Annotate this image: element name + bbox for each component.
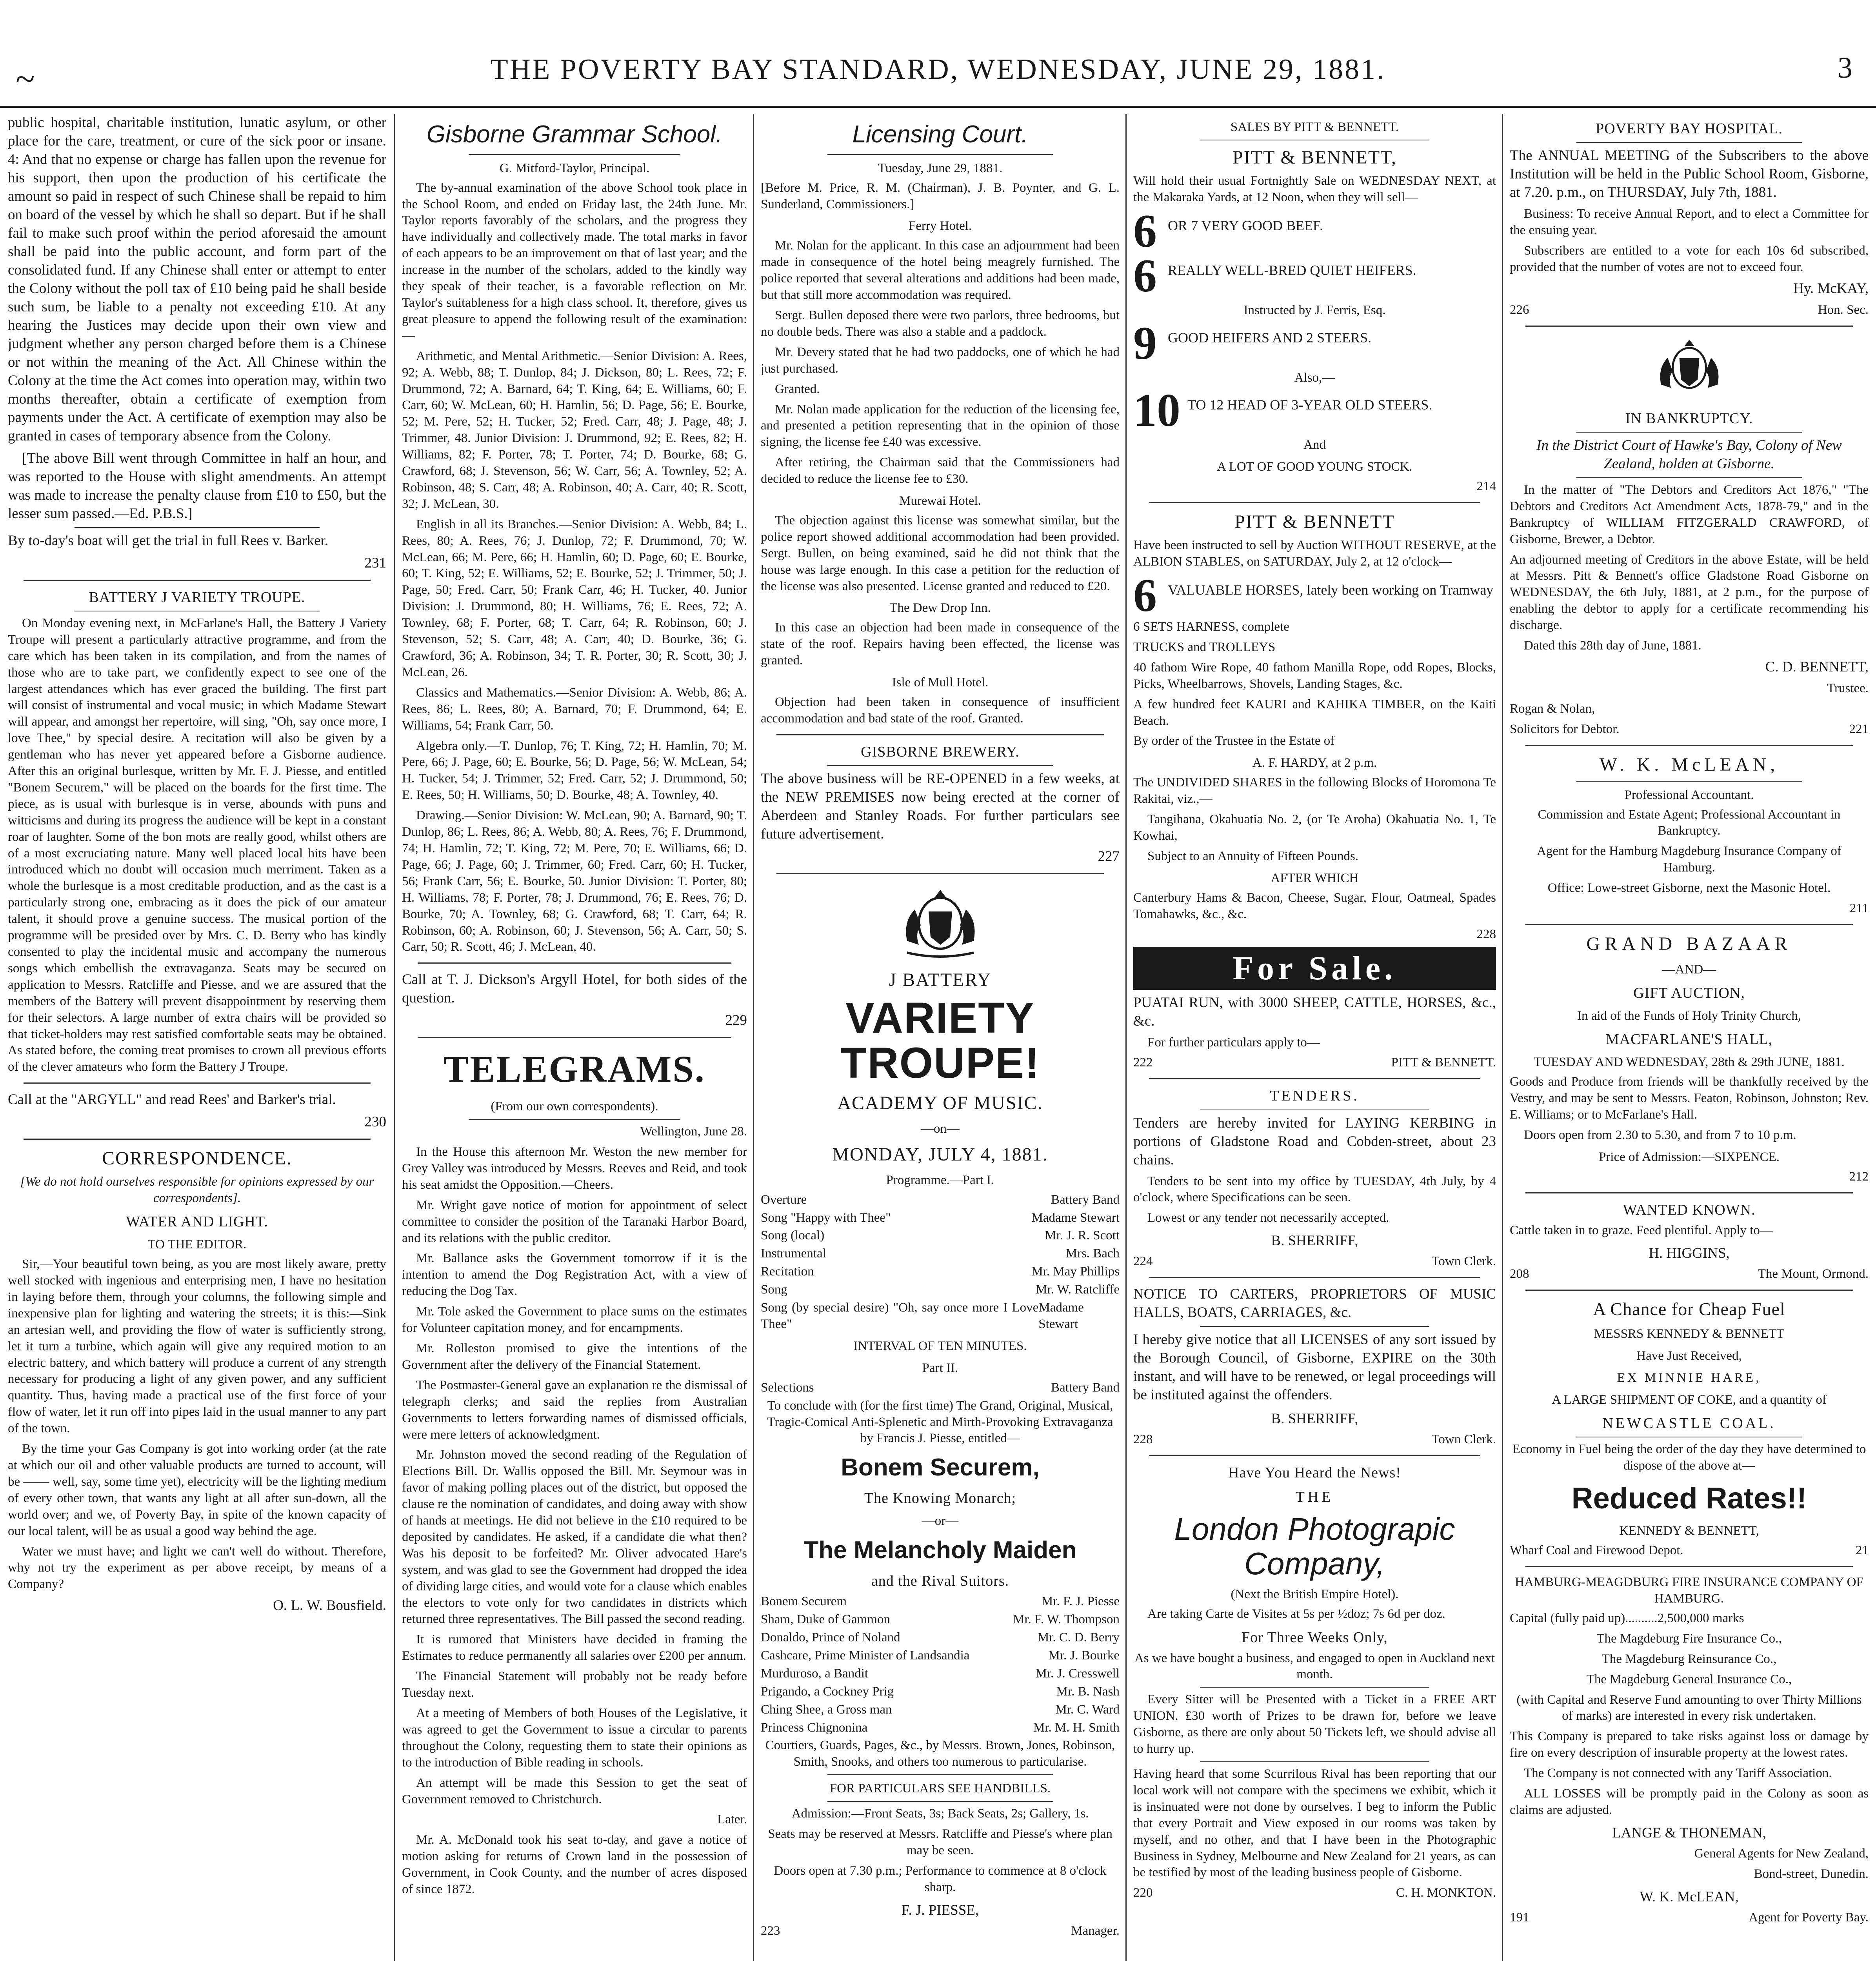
shipment-line: A LARGE SHIPMENT OF COKE, and a quantity of bbox=[1552, 1392, 1827, 1407]
ad-footer: Wharf Coal and Firewood Depot. 21 bbox=[1510, 1543, 1869, 1558]
hospital-text: The ANNUAL MEETING of the Subscribers to the above Institution will be held in the Public School Room, Gisborne, at 7.20. p.m., on THURSDAY, July 7th, 1881. bbox=[1510, 147, 1869, 201]
sitter-line: Every Sitter will be Presented with a Ticket in a FREE ART UNION. £30 worth of Prizes to be drawn for, before we leave Gisborne, as there are only about 50 Tickets left, we should advise all to hurry up. bbox=[1133, 1692, 1496, 1756]
trustee-line: Trustee. bbox=[1827, 681, 1869, 695]
agent-line: General Agents for New Zealand, bbox=[1694, 1846, 1869, 1861]
telegram-paragraph: The Postmaster-General gave an explanation re the dismissal of telegraph clerks; and said the replies from Australian Governments to letters forwarding names of dismissed officials, were mere letters of acknowledgment. bbox=[402, 1378, 747, 1442]
tenders-text: Tenders are hereby invited for LAYING KERBING in portions of Gladstone Road and Cobden-street, about 23 chains. bbox=[1133, 1115, 1496, 1168]
annuity-line: Subject to an Annuity of Fifteen Pounds. bbox=[1147, 849, 1359, 863]
seats-line: Seats may be reserved at Messrs. Ratcliffe and Piesse's where plan may be seen. bbox=[768, 1827, 1113, 1858]
editor-note: [We do not hold ourselves responsible for opinions expressed by our correspondents]. bbox=[20, 1175, 374, 1206]
telegrams-heading: TELEGRAMS. bbox=[444, 1048, 705, 1090]
reserve-line: (with Capital and Reserve Fund amounting to over Thirty Millions of marks) are interested in every risk undertaken. bbox=[1516, 1692, 1862, 1723]
article-paragraph: The by-annual examination of the above School took place in the School Room, and ended on Friday last, the 24th June. Mr. Taylor reports favorably of the scholars, and the progress they have individually and collectively made. The total marks in favor of each appears to be an improvement on that of last year; and the increase in the number of the scholars, added to the kindly way they speak of their teacher, is a favorable reflection on Mr. Taylor's suitableness for a high class school. It, therefore, gives us great pleasure to append the following result of the examination:— bbox=[402, 180, 747, 343]
divider bbox=[1576, 477, 1802, 478]
article-paragraph: After retiring, the Chairman said that the Commissioners had decided to reduce the license fee to £30. bbox=[761, 455, 1120, 486]
royal-crest-icon bbox=[891, 882, 989, 960]
trustee-line: By order of the Trustee in the Estate of bbox=[1133, 734, 1335, 748]
cast-item: Prigando, a Cockney Prig Mr. B. Nash bbox=[761, 1684, 1120, 1699]
for-sale-banner: For Sale. bbox=[1133, 947, 1496, 990]
funds-line: In aid of the Funds of Holy Trinity Church, bbox=[1577, 1009, 1801, 1023]
divider bbox=[75, 527, 320, 528]
connected-line: The Company is not connected with any Tariff Association. bbox=[1524, 1766, 1832, 1781]
handbills-line: FOR PARTICULARS SEE HANDBILLS. bbox=[829, 1781, 1051, 1796]
programme-item: Song (local) Mr. J. R. Scott bbox=[761, 1228, 1120, 1243]
letter-address: TO THE EDITOR. bbox=[147, 1237, 247, 1252]
manager-name: F. J. PIESSE, bbox=[901, 1902, 979, 1918]
location-line: (Next the British Empire Hotel). bbox=[1231, 1587, 1399, 1602]
reduced-rates: Reduced Rates!! bbox=[1571, 1481, 1807, 1515]
newspaper-title: THE POVERTY BAY STANDARD, WEDNESDAY, JUNE 29, 1881. bbox=[490, 53, 1386, 85]
divider bbox=[1525, 924, 1853, 925]
telegram-paragraph: The Financial Statement will probably not be ready before Tuesday next. bbox=[402, 1669, 747, 1700]
section-heading: BATTERY J VARIETY TROUPE. bbox=[89, 589, 305, 606]
goods-line: Goods and Produce from friends will be thankfully received by the Vestry, and may be sent to Messrs. Featon, Robinson, Johnston; Rev. E. Williams; or to McFarlane's Hall. bbox=[1510, 1075, 1869, 1122]
subheading: The Dew Drop Inn. bbox=[889, 601, 991, 615]
column-rule bbox=[394, 114, 395, 1961]
results-paragraph: English in all its Branches.—Senior Division: A. Webb, 84; L. Rees, 80; A. Rees, 76; J. Dunlop, 72; F. Drummond, 70; W. McLean, 66; M. Pere, 66; H. Hamlin, 60; D. Page, 60; E. Bourke, 60; T. King, 52; E. Williams, 52; E. Bourke, 52; J. Trimmer, 50; J. Page, 50; Fred. Carr, 50; Frank Carr, 46; H. Tucker, 40. Junior Division: J. Drummond, 80; H. Williams, 76; E. Rees, 72; A. Townley, 68; F. Porter, 68; T. Carr, 64; R. Robinson, 60; J. Stevenson, 52; S. Carr, 48; A. Carr, 40; D. Bourke, 36; G. Crawford, 36; A. Robinson, 34; T. R. Porter, 30; R. Scott, 30; J. McLean, 26. bbox=[402, 517, 747, 679]
telegram-paragraph: Mr. Rolleston promised to give the intentions of the Government after the delivery of the Financial Statement. bbox=[402, 1341, 747, 1372]
column-rule bbox=[1125, 114, 1127, 1961]
ad-number: 228 bbox=[1476, 927, 1496, 942]
divider-label: —on— bbox=[921, 1121, 960, 1136]
three-weeks-line: For Three Weeks Only, bbox=[1242, 1629, 1388, 1646]
bill-paragraph: public hospital, charitable institution, lunatic asylum, or other place for the care, treatment, or cure of the sick poor or insane. 4: And that no expense or charge has fallen upon the revenue for his support, then upon the production of his certificate the amount so paid in respect of such Chinese shall be repaid to him on board of the vessel by which he shall so depart. But if he shall fail to make such proof within the period aforesaid the amount shall be paid into the public account, and form part of the consolidated fund. If any Chinese shall enter or attempt to enter the Colony without the poll tax of £10 being paid he shall beside such sum, be liable to a penalty not exceeding £10. At any hearing the Justices may decide upon their own view and judgment whether any person charged before them is a Chinese or not within the meaning of the Act. All Chinese within the Colony at the time the Act comes into operation may, within two months thereafter, obtain a certificate of exemption from payments under the Act. A certificate of exemption may also be granted in cases of temporary absence from the Colony. bbox=[8, 115, 386, 444]
section-heading: Licensing Court. bbox=[852, 121, 1028, 148]
masthead bbox=[0, 0, 1876, 108]
article-paragraph: Sergt. Bullen deposed there were two parlors, three bedrooms, but no double beds. There was also a stable and a paddock. bbox=[761, 308, 1120, 339]
article-paragraph: Mr. Nolan made application for the reduction of the licensing fee, and presented a petition representing that in the opinion of those signing, the license fee £40 was excessive. bbox=[761, 402, 1120, 449]
further-line: For further particulars apply to— bbox=[1147, 1035, 1320, 1050]
interval-line: INTERVAL OF TEN MINUTES. bbox=[853, 1339, 1027, 1353]
subheading: Ferry Hotel. bbox=[908, 219, 972, 233]
telegram-paragraph: At a meeting of Members of both Houses of the Legislative, it was agreed to get the Government to issue a circular to parents throughout the Colony, requesting them to state their opinions as to the introduction of Bible reading in schools. bbox=[402, 1706, 747, 1770]
divider bbox=[469, 1119, 680, 1120]
results-paragraph: Arithmetic, and Mental Arithmetic.—Senior Division: A. Rees, 92; A. Webb, 88; T. Dunlop, 84; J. Dickson, 80; L. Rees, 72; F. Drummond, 72; A. Barnard, 64; T. King, 64; E. Williams, 60; F. Carr, 60; W. McLean, 60; H. Hamlin, 56; D. Page, 56; E. Bourke, 52; M. Pere, 52; H. Tucker, 52; Fred. Carr, 48; J. Page, 48; J. Trimmer, 48. Junior Division: J. Drummond, 92; E. Rees, 82; H. Williams, 82; F. Porter, 78; T. Porter, 74; D. Bourke, 68; G. Crawford, 68; J. Stevenson, 56; W. Carr, 56; A. Townley, 52; A. Robinson, 48; S. Carr, 48; A. Robinson, 40; A. Carr, 40; R. Scott, 32; J. McLean, 30. bbox=[402, 349, 747, 511]
burlesque-subtitle: The Knowing Monarch; bbox=[864, 1490, 1016, 1507]
ship-line: EX MINNIE HARE, bbox=[1617, 1370, 1761, 1385]
dateline: Wellington, June 28. bbox=[640, 1124, 747, 1139]
divider bbox=[776, 873, 1104, 874]
divider bbox=[827, 765, 1053, 766]
telegram-paragraph: In the House this afternoon Mr. Weston the new member for Grey Valley was introduced by Messrs. Reeves and Reid, and took his seat amidst the Opposition.—Cheers. bbox=[402, 1145, 747, 1192]
ad-number: 227 bbox=[1098, 848, 1120, 865]
divider bbox=[1149, 1277, 1480, 1278]
argyll-notice: Call at the "ARGYLL" and read Rees' and Barker's trial. bbox=[8, 1091, 336, 1108]
ad-footer: 226 Hon. Sec. bbox=[1510, 302, 1869, 317]
ad-footer: Solicitors for Debtor. 221 bbox=[1510, 722, 1869, 736]
column-5 bbox=[1510, 114, 1869, 1961]
ad-number: 214 bbox=[1476, 479, 1496, 494]
signatory: C. D. BENNETT, bbox=[1765, 659, 1869, 675]
gift-heading: GIFT AUCTION, bbox=[1633, 984, 1745, 1001]
subheading: Isle of Mull Hotel. bbox=[892, 675, 989, 690]
telegram-paragraph: Mr. Johnston moved the second reading of the Regulation of Elections Bill. Dr. Wallis opposed the Bill. Mr. Seymour was in favor of making polling places out of the district, but opposed the clause re the nomination of candidates, and doing away with show of hands at meetings. He did not believe in the £10 required to be deposited by candidates. He asked, if a candidate die what then? Was his deposit to be forfeited? Mr. Oliver advocated Hare's system, and was glad to see the Government had dropped the idea of dividing large cities, and would vote for a clause which enables the electors to vote only for two candidates in districts which returned three representatives. The Bill passed the second reading. bbox=[402, 1448, 747, 1626]
hall-line: MACFARLANE'S HALL, bbox=[1605, 1031, 1773, 1048]
ad-number: 231 bbox=[364, 555, 386, 571]
column-rule bbox=[753, 114, 754, 1961]
divider bbox=[827, 154, 1053, 155]
manager-footer: 223 Manager. bbox=[761, 1923, 1120, 1938]
ad-footer: 208 The Mount, Ormond. bbox=[1510, 1266, 1869, 1281]
divider bbox=[1525, 1566, 1853, 1567]
news-heading: Have You Heard the News! bbox=[1228, 1464, 1401, 1481]
sale-lot: 6 REALLY WELL-BRED QUIET HEIFERS. bbox=[1133, 249, 1416, 302]
show-date: MONDAY, JULY 4, 1881. bbox=[832, 1144, 1048, 1165]
divider-label: —or— bbox=[922, 1514, 959, 1528]
letter-paragraph: Water we must have; and light we can't well do without. Therefore, why not try the experiment as per above receipt, by means of a Company? bbox=[8, 1544, 386, 1592]
puatai-line: PUATAI RUN, with 3000 SHEEP, CATTLE, HORSES, &c., &c. bbox=[1133, 994, 1496, 1029]
section-heading: CORRESPONDENCE. bbox=[102, 1148, 292, 1169]
letter-paragraph: Sir,—Your beautiful town being, as you are most likely aware, pretty well stocked with ingenious and enterprising men, I have no hesitation in laying before them, through your columns, the following simple and inexpensive plan for lighting and watering the streets; it is this:—Sink an artesian well, and providing the flow of water is sufficiently strong, let it turn a turbine, which again will give any required motion to an electric battery, and which battery will produce a current of any strength necessary for producing a light of any given power, and any sufficient quantity. Thus, having made a practical use of the first force of your flow of water, let it run off into pipes laid in the usual manner to any part of the town. bbox=[8, 1257, 386, 1436]
telegrams-subheading: (From our own correspondents). bbox=[491, 1099, 658, 1114]
agent-name: W. K. McLEAN, bbox=[1640, 1888, 1739, 1905]
admission-line: Admission:—Front Seats, 3s; Back Seats, 2s; Gallery, 1s. bbox=[791, 1806, 1089, 1821]
ad-footer: 191 Agent for Poverty Bay. bbox=[1510, 1910, 1869, 1925]
magdeburg-line: The Magdeburg General Insurance Co., bbox=[1586, 1672, 1792, 1686]
divider bbox=[776, 734, 1104, 735]
agent-line: Bond-street, Dunedin. bbox=[1754, 1866, 1869, 1881]
telegram-paragraph: Mr. Ballance asks the Government tomorrow if it is the intention to amend the Dog Registration Act, with a view of reducing the Dog Tax. bbox=[402, 1251, 747, 1299]
bought-line: As we have bought a business, and engaged to open in Auckland next month. bbox=[1134, 1651, 1495, 1682]
ad-footer: 224 Town Clerk. bbox=[1133, 1254, 1496, 1269]
divider bbox=[1576, 432, 1802, 433]
scurrilous-line: Having heard that some Scurrilous Rival has been reporting that our local work will not compare with the specimens we exhibit, which it is insinuated were not done by ourselves. I beg to inform the Public that every Portrait and View exposed in our rooms was taken by myself, and no other, and that I have been in the Photographic Business in Sydney, Melbourne and New Zealand for 21 years, as can be testified by most of the leading business people of Gisborne. bbox=[1133, 1766, 1496, 1880]
programme-item: Recitation Mr. May Phillips bbox=[761, 1264, 1120, 1279]
ad-number: 212 bbox=[1849, 1169, 1869, 1184]
divider bbox=[827, 1801, 1053, 1802]
bill-paragraph: [The above Bill went through Committee in half an hour, and was reported to the House with slight amendments. An attempt was made to increase the penalty clause from £10 to £50, but the lesser sum passed.—Ed. P.B.S.] bbox=[8, 450, 386, 522]
signatory: B. SHERRIFF, bbox=[1271, 1411, 1358, 1427]
dates-line: TUESDAY AND WEDNESDAY, 28th & 29th JUNE, 1881. bbox=[1534, 1055, 1845, 1070]
after-line: AFTER WHICH bbox=[1271, 871, 1359, 885]
section-heading: POVERTY BAY HOSPITAL. bbox=[1596, 120, 1783, 137]
matter-line: In the matter of "The Debtors and Creditors Act 1876," "The Debtors and Creditors Act Amendment Acts, 1878-79," and in the Bankruptcy of WILLIAM FITZGERALD CRAWFORD, of Gisborne, Brewer, a Debtor. bbox=[1510, 482, 1869, 546]
doors-line: Doors open at 7.30 p.m.; Performance to commence at 8 o'clock sharp. bbox=[774, 1863, 1107, 1894]
flourish-icon: ~ bbox=[16, 60, 35, 98]
sale-intro: Will hold their usual Fortnightly Sale on WEDNESDAY NEXT, at the Makaraka Yards, at 12 Noon, when they will sell— bbox=[1133, 173, 1496, 204]
bazaar-heading: GRAND BAZAAR bbox=[1586, 933, 1792, 954]
signatory: H. HIGGINS, bbox=[1649, 1245, 1730, 1261]
sale-lot: 6 VALUABLE HORSES, lately been working on Tramway bbox=[1133, 569, 1494, 621]
cast-item: Cashcare, Prime Minister of Landsandia Mr. J. Bourke bbox=[761, 1648, 1120, 1663]
telegram-paragraph: An attempt will be made this Session to get the seat of Government removed to Christchurch. bbox=[402, 1775, 747, 1806]
column-4 bbox=[1133, 114, 1496, 1961]
signatory: B. SHERRIFF, bbox=[1271, 1233, 1358, 1249]
ad-number: 211 bbox=[1849, 901, 1869, 916]
column-3 bbox=[761, 114, 1120, 1961]
sale-lot-line: TRUCKS and TROLLEYS bbox=[1133, 640, 1276, 654]
divider bbox=[1200, 1687, 1429, 1688]
commission-line: Commission and Estate Agent; Professional Accountant in Bankruptcy. bbox=[1538, 807, 1841, 838]
letter-paragraph: By the time your Gas Company is got into working order (at the rate at which our oil and other valuable products are turned to account, will be —— well, say, some time yet), electricity will be the lighting medium of every other town, that wants any light at all after sun-down, all the world over; and we, of Poverty Bay, in spite of the known capacity of our local talent, will be as usual a good way behind the age. bbox=[8, 1442, 386, 1538]
sale-lot-line: 40 fathom Wire Rope, 40 fathom Manilla Rope, odd Ropes, Blocks, Picks, Wheelbarrows, Shovels, Landing Stages, &c. bbox=[1133, 660, 1496, 691]
losses-line: ALL LOSSES will be promptly paid in the Colony as soon as claims are adjusted. bbox=[1510, 1786, 1869, 1817]
dickson-notice: Call at T. J. Dickson's Argyll Hotel, for both sides of the question. bbox=[402, 971, 747, 1006]
letter-signature: O. L. W. Bousfield. bbox=[273, 1597, 386, 1614]
sale-lot-line: A few hundred feet KAURI and KAHIKA TIMBER, on the Kaiti Beach. bbox=[1133, 697, 1496, 728]
programme-item: Selections Battery Band bbox=[761, 1380, 1120, 1395]
office-line: Office: Lowe-street Gisborne, next the Masonic Hotel. bbox=[1547, 881, 1831, 895]
divider bbox=[1200, 1326, 1429, 1327]
insurance-heading: HAMBURG-MEAGDBURG FIRE INSURANCE COMPANY OF HAMBURG. bbox=[1515, 1575, 1863, 1606]
telegram-paragraph: Mr. Tole asked the Government to place sums on the estimates for Volunteer capitation money, and for encampments. bbox=[402, 1304, 747, 1335]
company-name: London Photograpic Company, bbox=[1174, 1512, 1455, 1581]
battery-heading: J BATTERY bbox=[889, 970, 992, 990]
article-paragraph: Granted. bbox=[775, 382, 820, 396]
column-1 bbox=[8, 114, 386, 1961]
canterbury-line: Canterbury Hams & Bacon, Cheese, Sugar, Flour, Oatmeal, Spades Tomahawks, &c., &c. bbox=[1133, 890, 1496, 921]
section-heading: SALES BY PITT & BENNETT. bbox=[1230, 120, 1399, 134]
principal-line: G. Mitford-Taylor, Principal. bbox=[499, 161, 650, 175]
results-paragraph: Classics and Mathematics.—Senior Division: A. Webb, 86; A. Rees, 86; L. Rees, 80; A. Barnard, 70; F. Drummond, 64; E. Williams, 54; Frank Carr, 50. bbox=[402, 685, 747, 733]
cattle-line: Cattle taken in to graze. Feed plentiful. Apply to— bbox=[1510, 1223, 1773, 1237]
bench-line: [Before M. Price, R. M. (Chairman), J. B. Poynter, and G. L. Sunderland, Commissioners.] bbox=[761, 180, 1120, 211]
telegram-paragraph: It is rumored that Ministers have decided in framing the Estimates to reduce permanently all salaries over £200 per annum. bbox=[402, 1632, 747, 1663]
court-date: Tuesday, June 29, 1881. bbox=[878, 161, 1003, 175]
venue-heading: ACADEMY OF MUSIC. bbox=[837, 1092, 1043, 1113]
and-line: And bbox=[1303, 438, 1326, 452]
ad-footer: 222 PITT & BENNETT. bbox=[1133, 1055, 1496, 1070]
adjourned-line: An adjourned meeting of Creditors in the above Estate, will be held at Messrs. Pitt & Bennett's office Gladstone Road Gisborne on WEDNESDAY, the 6th July, 1881, at 2 p.m., for the purpose of enabling the debtor to apply for a certificate recommending his discharge. bbox=[1510, 552, 1869, 633]
programme-item: Song Mr. W. Ratcliffe bbox=[761, 1282, 1120, 1297]
also-line: Also,— bbox=[1294, 370, 1335, 385]
ad-footer: 220 C. H. MONKTON. bbox=[1133, 1886, 1496, 1900]
divider bbox=[1149, 1078, 1480, 1079]
accountant-name: W. K. McLEAN, bbox=[1599, 754, 1779, 775]
divider bbox=[469, 154, 680, 155]
merchant-line: KENNEDY & BENNETT, bbox=[1619, 1524, 1759, 1538]
article-paragraph: Mr. Nolan for the applicant. In this case an adjournment had been made in consequence of the hotel being meagrely furnished. The police reported that several alterations and additions had been made, but that still more accommodation was required. bbox=[761, 238, 1120, 302]
magdeburg-line: The Magdeburg Fire Insurance Co., bbox=[1596, 1631, 1782, 1646]
divider bbox=[1525, 1290, 1853, 1291]
fuel-heading: A Chance for Cheap Fuel bbox=[1593, 1299, 1785, 1319]
programme-heading: Part II. bbox=[922, 1361, 958, 1375]
programme-item: Song "Happy with Thee" Madame Stewart bbox=[761, 1210, 1120, 1225]
magdeburg-line: The Magdeburg Reinsurance Co., bbox=[1602, 1652, 1777, 1666]
wanted-heading: WANTED KNOWN. bbox=[1623, 1201, 1756, 1218]
agent-line: Agent for the Hamburg Magdeburg Insurance Company of Hamburg. bbox=[1537, 844, 1841, 875]
ad-number: 229 bbox=[725, 1012, 747, 1029]
divider bbox=[1149, 502, 1480, 503]
divider bbox=[1200, 1761, 1429, 1762]
notice-text: I hereby give notice that all LICENSES of any sort issued by the Borough Council, of Gisborne, EXPIRE on the 30th instant, and will have to be renewed, or legal proceedings will be instituted against the offenders. bbox=[1133, 1332, 1496, 1403]
price-line: Price of Admission:—SIXPENCE. bbox=[1598, 1150, 1780, 1164]
column-2 bbox=[402, 114, 747, 1961]
sale-lot-line: 6 SETS HARNESS, complete bbox=[1133, 619, 1289, 634]
battery-banner: VARIETY TROUPE! bbox=[840, 993, 1040, 1088]
courtiers-line: Courtiers, Guards, Pages, &c., by Messrs. Brown, Jones, Robinson, Smith, Snooks, and others too numerous to particularise. bbox=[765, 1738, 1115, 1769]
agent-name: LANGE & THONEMAN, bbox=[1612, 1825, 1766, 1841]
cast-item: Donaldo, Prince of Noland Mr. C. D. Berry bbox=[761, 1630, 1120, 1645]
divider bbox=[24, 1139, 371, 1140]
column-rule bbox=[1502, 114, 1503, 1961]
programme-item: Overture Battery Band bbox=[761, 1192, 1120, 1207]
telegram-paragraph: Mr. Wright gave notice of motion for appointment of select committee to consider the position of the Taranaki Harbor Board, and its relations with the public creditor. bbox=[402, 1198, 747, 1245]
brewery-text: The above business will be RE-OPENED in a few weeks, at the NEW PREMISES now being erected at the corner of Aberdeen and Stanley Roads. For further particulars see future advertisement. bbox=[761, 771, 1120, 842]
and-line: —AND— bbox=[1662, 962, 1716, 977]
sale-lot: 10 TO 12 HEAD OF 3-YEAR OLD STEERS. bbox=[1133, 384, 1432, 437]
section-heading: GISBORNE BREWERY. bbox=[861, 743, 1020, 760]
divider bbox=[1149, 1455, 1480, 1456]
divider bbox=[24, 1082, 371, 1084]
accountant-title: Professional Accountant. bbox=[1624, 788, 1754, 802]
capital-line: Capital (fully paid up)..........2,500,000 marks bbox=[1510, 1611, 1744, 1625]
results-paragraph: Drawing.—Senior Division: W. McLean, 90; A. Barnard, 90; T. Dunlop, 86; L. Rees, 86; A. Webb, 80; A. Rees, 76; F. Drummond, 74; H. Hamlin, 72; T. King, 72; M. Pere, 70; E. Williams, 66; D. Page, 66; J. Page, 60; J. Trimmer, 60; Fred. Carr, 60; H. Tucker, 56; Frank Carr, 56; E. Bourke, 50. Junior Division: T. Porter, 80; H. Williams, 78; F. Porter, 78; J. Drummond, 76; E. Rees, 76; D. Bourke, 70; A. Townley, 68; G. Crawford, 68; T. Carr, 64; R. Robinson, 60; A. Robinson, 60; J. Stevenson, 56; A. Carr, 50; S. Carr, 50; R. Scott, 46; J. McLean, 40. bbox=[402, 808, 747, 954]
sale-lot-line: A LOT OF GOOD YOUNG STOCK. bbox=[1217, 460, 1412, 474]
court-line: In the District Court of Hawke's Bay, Colony of New Zealand, holden at Gisborne. bbox=[1536, 437, 1842, 472]
sale-intro: Have been instructed to sell by Auction WITHOUT RESERVE, at the ALBION STABLES, on SATURDAY, July 2, at 12 o'clock— bbox=[1133, 538, 1496, 569]
auctioneer-name: PITT & BENNETT bbox=[1234, 511, 1395, 533]
section-heading: TENDERS. bbox=[1270, 1088, 1360, 1104]
conclude-line: To conclude with (for the first time) The Grand, Original, Musical, Tragic-Comical Anti-Splenetic and Mirth-Provoking Extravaganza by Francis J. Piesse, entitled— bbox=[767, 1398, 1113, 1446]
economy-line: Economy in Fuel being the order of the day they have determined to dispose of the above at— bbox=[1512, 1442, 1866, 1473]
programme-item: Instrumental Mrs. Bach bbox=[761, 1246, 1120, 1261]
article-paragraph: Mr. Devery stated that he had two paddocks, one of which he had just purchased. bbox=[761, 345, 1120, 376]
article-paragraph: Objection had been taken in consequence of insufficient accommodation and bad state of the roof. Granted. bbox=[761, 695, 1120, 726]
burlesque-title: Bonem Securem, bbox=[841, 1454, 1040, 1481]
telegram-paragraph: Mr. A. McDonald took his seat to-day, and gave a notice of motion asking for returns of Crown land in the possession of Government, in Cook County, and the number of acres disposed of since 1872. bbox=[402, 1833, 747, 1897]
sale-lot: 9 GOOD HEIFERS AND 2 STEERS. bbox=[1133, 317, 1372, 369]
taking-line: Are taking Carte de Visites at 5s per ½doz; 7s 6d per doz. bbox=[1147, 1607, 1445, 1621]
hospital-text: Business: To receive Annual Report, and to elect a Committee for the ensuing year. bbox=[1510, 207, 1869, 238]
coal-line: NEWCASTLE COAL. bbox=[1602, 1415, 1776, 1432]
programme-heading: Programme.—Part I. bbox=[886, 1173, 994, 1187]
signatory: Hy. McKAY, bbox=[1793, 280, 1869, 297]
subheading: Murewai Hotel. bbox=[899, 494, 981, 508]
boat-notice: By to-day's boat will get the trial in full Rees v. Barker. bbox=[8, 532, 329, 549]
merchant-line: MESSRS KENNEDY & BENNETT bbox=[1594, 1327, 1785, 1341]
hospital-text: Subscribers are entitled to a vote for each 10s 6d subscribed, provided that the number of votes are not to exceed four. bbox=[1510, 244, 1869, 274]
cast-item: Sham, Duke of Gammon Mr. F. W. Thompson bbox=[761, 1612, 1120, 1627]
notice-heading: NOTICE TO CARTERS, PROPRIETORS OF MUSIC HALLS, BOATS, CARRIAGES, &c. bbox=[1133, 1286, 1496, 1321]
article-paragraph: On Monday evening next, in McFarlane's Hall, the Battery J Variety Troupe will present a particularly attractive programme, and from the care which has been taken in its compilation, and from the names of those who are to take part, we confidently expect to see one of the largest attendances which has ever graced the building. The first part will consist of instrumental and vocal music; in which Madame Stewart will appear, and amongst her repertoire, will sing, "Oh, say once more, I love Thee," by special desire. A recitation will also be given by a gentleman who has never yet appeared before a Gisborne audience. After this an original burlesque, written by Mr. F. J. Piesse, and entitled "Bonem Securem," will be placed on the boards for the first time. The piece, as is usual with burlesque is in verse, abounds with puns and witticisms and during its progress the audience will be kept in a constant roar of laughter. Some of the bon mots are really good, whilst others are of a most excruciating nature. Many well placed local hits have been introduced which no doubt will occasion much merriment. Taken as a whole the burlesque is a most creditable production, and as the cast is a particularly strong one, embracing as it does the pick of our amateur talent, it should prove a genuine success. The musical portion of the programme will be presided over by Mrs. C. D. Berry who has kindly consented to play the incidental music and accompany the numerous songs which embellish the extravaganza. Seats may be secured on application to Messrs. Ratcliffe and Piesse, and we are assured that the members of the Battery will prevent disappointment by reserving them for their selectors. A large number of extra chairs will be provided so that ticket-holders may rest satisfied comfortable seats may be obtained. As stated before, the coming treat promises to crown all previous efforts of the clever amateurs who form the Battery J Troupe. bbox=[8, 616, 386, 1074]
cast-item: Murduroso, a Bandit Mr. J. Cresswell bbox=[761, 1666, 1120, 1681]
ad-footer: 228 Town Clerk. bbox=[1133, 1432, 1496, 1447]
burlesque-subtitle: and the Rival Suitors. bbox=[871, 1572, 1009, 1589]
received-line: Have Just Received, bbox=[1636, 1348, 1742, 1363]
letter-heading: WATER AND LIGHT. bbox=[126, 1213, 268, 1230]
dated-line: Dated this 28th day of June, 1881. bbox=[1524, 639, 1701, 653]
divider bbox=[418, 962, 731, 964]
article-paragraph: The objection against this license was somewhat similar, but the police report showed additional accommodation had been provided. Sergt. Bullen, on being examined, said he did not think that the house was large enough. In this case a petition for the reduction of the license was also presented. License granted and reduced to £20. bbox=[761, 513, 1120, 593]
cast-item: Bonem Securem Mr. F. J. Piesse bbox=[761, 1594, 1120, 1609]
divider bbox=[1576, 781, 1802, 782]
estate-line: A. F. HARDY, at 2 p.m. bbox=[1252, 756, 1377, 770]
divider bbox=[1525, 1192, 1853, 1193]
divider bbox=[1525, 326, 1853, 327]
tenders-text: Lowest or any tender not necessarily accepted. bbox=[1147, 1211, 1389, 1225]
section-heading: Gisborne Grammar School. bbox=[426, 121, 723, 148]
page-number: 3 bbox=[1838, 51, 1852, 84]
divider bbox=[1576, 142, 1802, 143]
instructed-line: Instructed by J. Ferris, Esq. bbox=[1243, 303, 1386, 317]
burlesque-title: The Melancholy Maiden bbox=[803, 1537, 1077, 1564]
ad-number: 230 bbox=[364, 1114, 386, 1130]
auctioneer-name: PITT & BENNETT, bbox=[1232, 147, 1397, 168]
tenders-text: Tenders to be sent into my office by TUESDAY, 4th July, by 4 o'clock, where Specifications can be seen. bbox=[1133, 1174, 1496, 1205]
section-heading: IN BANKRUPTCY. bbox=[1625, 410, 1753, 427]
divider bbox=[418, 1037, 731, 1038]
divider bbox=[827, 1774, 1053, 1775]
divider bbox=[1525, 745, 1853, 746]
results-paragraph: Algebra only.—T. Dunlop, 76; T. King, 72; H. Hamlin, 70; M. Pere, 66; J. Page, 60; E. Bourke, 56; D. Page, 56; W. McLean, 54; H. Tucker, 54; J. Trimmer, 52; Fred. Carr, 52; J. Drummond, 50; E. Rees, 50; H. Williams, 50; D. Bourke, 48; A. Townley, 40. bbox=[402, 739, 747, 802]
blocks-line: Tangihana, Okahuatia No. 2, (or Te Aroha) Okahuatia No. 1, Te Kowhai, bbox=[1133, 812, 1496, 843]
prepared-line: This Company is prepared to take risks against loss or damage by fire on every description of insurable property at the lowest rates. bbox=[1510, 1729, 1869, 1760]
article-paragraph: In this case an objection had been made in consequence of the state of the roof. Repairs having been effected, the license was granted. bbox=[761, 620, 1120, 668]
programme-item: Song (by special desire) "Oh, say once more I Love Thee" Madame Stewart bbox=[761, 1301, 1084, 1332]
solicitor-name: Rogan & Nolan, bbox=[1510, 701, 1595, 716]
later-heading: Later. bbox=[717, 1812, 747, 1827]
divider bbox=[24, 580, 371, 581]
the-line: THE bbox=[1295, 1489, 1334, 1506]
cast-item: Princess Chignonina Mr. M. H. Smith bbox=[761, 1720, 1120, 1735]
sale-lot: 6 OR 7 VERY GOOD BEEF. bbox=[1133, 204, 1323, 257]
shares-line: The UNDIVIDED SHARES in the following Blocks of Horomona Te Rakitai, viz.,— bbox=[1133, 775, 1496, 806]
doors-line: Doors open from 2.30 to 5.30, and from 7 to 10 p.m. bbox=[1524, 1128, 1796, 1142]
royal-crest-icon bbox=[1640, 335, 1738, 401]
cast-item: Ching Shee, a Gross man Mr. C. Ward bbox=[761, 1702, 1120, 1717]
